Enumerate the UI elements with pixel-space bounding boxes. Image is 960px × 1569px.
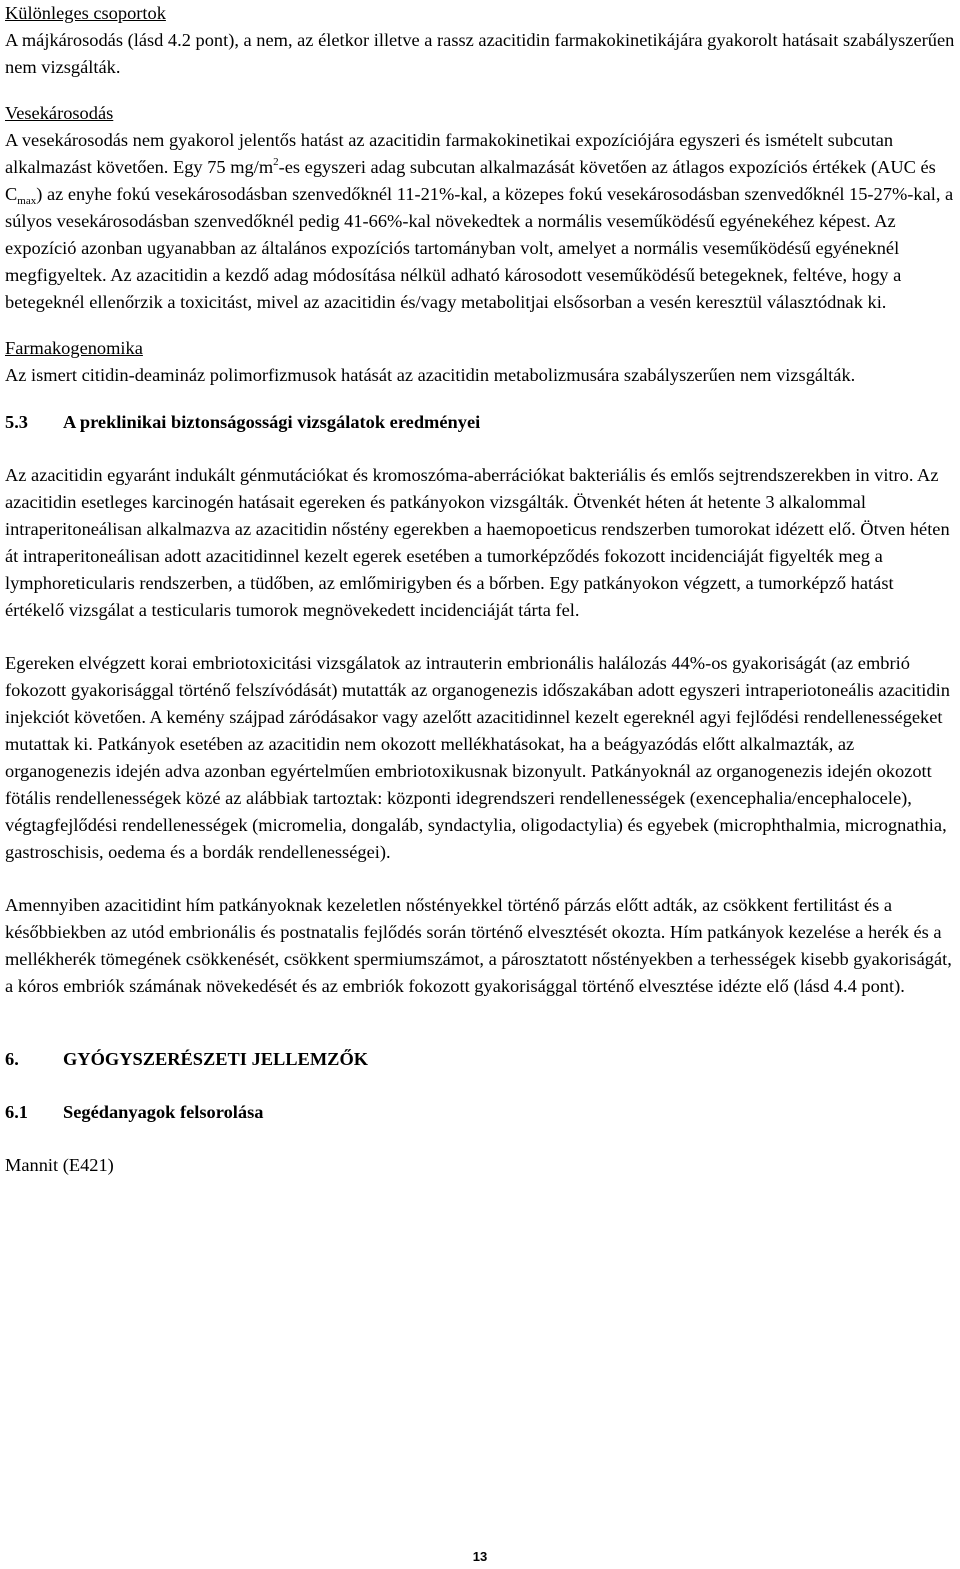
section-title: Segédanyagok felsorolása [63,1102,264,1122]
section-number: 6. [5,1049,19,1069]
special-groups-title: Különleges csoportok [5,3,166,23]
section-6-heading [5,1046,957,1073]
page-number: 13 [472,1549,488,1564]
renal-impairment-title: Vesekárosodás [5,103,114,123]
preclinical-paragraph-1: Az azacitidin egyaránt indukált génmutációkat és kromoszóma-aberrációkat bakteriális és emlős sejtrendszerekben in vitro. Az azacitidin esetleges karcinogén hatásait egereken és patkányokon vizsgálták. Ötvenkét héten át hetente 3 alkalommal intraperitoneálisan alkalmazva az azacitidin nőstény egerekben a haemopoeticus rendszerben tumorokat idézett elő. Ötven héten át intraperitoneálisan adott azacitidinnel kezelt egerek esetében a tumorképződés fokozott incidenciáját figyelték meg a lymphoreticularis rendszerben, a tüdőben, az emlőmirigyben és a bőrben. Egy patkányokon végzett, a tumorképző hatást értékelő vizsgálat a testicularis tumorok megnövekedett incidenciáját tárta fel. [5,465,950,620]
preclinical-paragraph-3: Amennyiben azacitidint hím patkányoknak kezeletlen nőstényekkel történő párzás előtt adták, az csökkent fertilitást és a későbbiekben az utód embrionális és postnatalis fejlődés során történő elvesztését okozta. Hím patkányok kezelése a herék és a mellékherék tömegének csökkenését, csökkent spermiumszámot, a párosztatott nőstényekben a terhességek kisebb gyakoriságát, a kóros embriók számának növekedését és az embriók fokozott gyakorisággal történő elvesztése idézte elő (lásd 4.4 pont). [5,895,952,996]
document-page [5,0,957,1179]
renal-impairment-text: A vesekárosodás nem gyakorol jelentős hatást az azacitidin farmakokinetikai expozíciójára egyszeri és ismételt subcutan alkalmazást követően. Egy 75 $mg/m^2-es$ egyszeri adag subcutan alkalmazását követően az átlagos expozíciós értékek (AUC és $C_{max}$) az enyhe fokú vesekárosodásban szenvedőknél 11-21%-kal, a közepes fokú vesekárosodásban szenvedőknél 15-27%-kal, a súlyos vesekárosodásban szenvedőknél pedig 41-66%-kal növekedtek a normális veseműködésű egyénekéhez képest. Az expozíció azonban ugyanabban az általános expozíciós tartományban volt, amelyet a normális veseműködésű egyéneknél megfigyeltek. Az azacitidin a kezdő adag módosítása nélkül adható károsodott veseműködésű betegeknek, feltéve, hogy a betegeknél ellenőrzik a toxicitást, mivel az azacitidin és/vagy metabolitjai elsősorban a vesén keresztül választódnak ki. [5,130,954,312]
pharmacogenomics-text: Az ismert citidin-deamináz polimorfizmusok hatását az azacitidin metabolizmusára szabályszerűen nem vizsgálták. [5,365,856,385]
section-title: A preklinikai biztonságossági vizsgálatok eredményei [63,412,481,432]
section-title: GYÓGYSZERÉSZETI JELLEMZŐK [63,1049,369,1069]
excipients-text: Mannit (E421) [5,1155,114,1175]
pharmacogenomics-title: Farmakogenomika [5,338,143,358]
section-6-1-heading [5,1099,957,1126]
preclinical-paragraph-2: Egereken elvégzett korai embriotoxicitási vizsgálatok az intrauterin embrionális halálozás 44%-os gyakoriságát (az embrió fokozott gyakorisággal történő felszívódását) mutatták az organogenezis időszakában adott egyszeri intraperiotoneális azacitidin injekciót követően. A kemény szájpad záródásakor vagy azelőtt azacitidinnel kezelt egereknél agyi fejlődési rendellenességeket mutattak ki. Patkányok esetében az azacitidin nem okozott mellékhatásokat, ha a beágyazódás előtt alkalmazták, az organogenezis idején adva azonban egyértelműen embriotoxikusnak bizonyult. Patkányoknál az organogenezis idején okozott fötális rendellenességek közé az alábbiak tartoztak: központi idegrendszeri rendellenességek (exencephalia/encephalocele), végtagfejlődési rendellenességek (micromelia, dongaláb, syndactylia, oligodactylia) és egyebek (microphthalmia, micrognathia, gastroschisis, oedema és a bordák rendellenességei). [5,653,950,862]
section-5-3-heading [5,409,957,436]
superscript-2: 2 [273,156,279,168]
special-groups-text: A májkárosodás (lásd 4.2 pont), a nem, az életkor illetve a rassz azacitidin farmakokinetikájára gyakorolt hatásait szabályszerűen nem vizsgálták. [5,30,955,77]
section-number: 6.1 [5,1102,28,1122]
section-number: 5.3 [5,412,28,432]
subscript-max: max [17,195,37,207]
